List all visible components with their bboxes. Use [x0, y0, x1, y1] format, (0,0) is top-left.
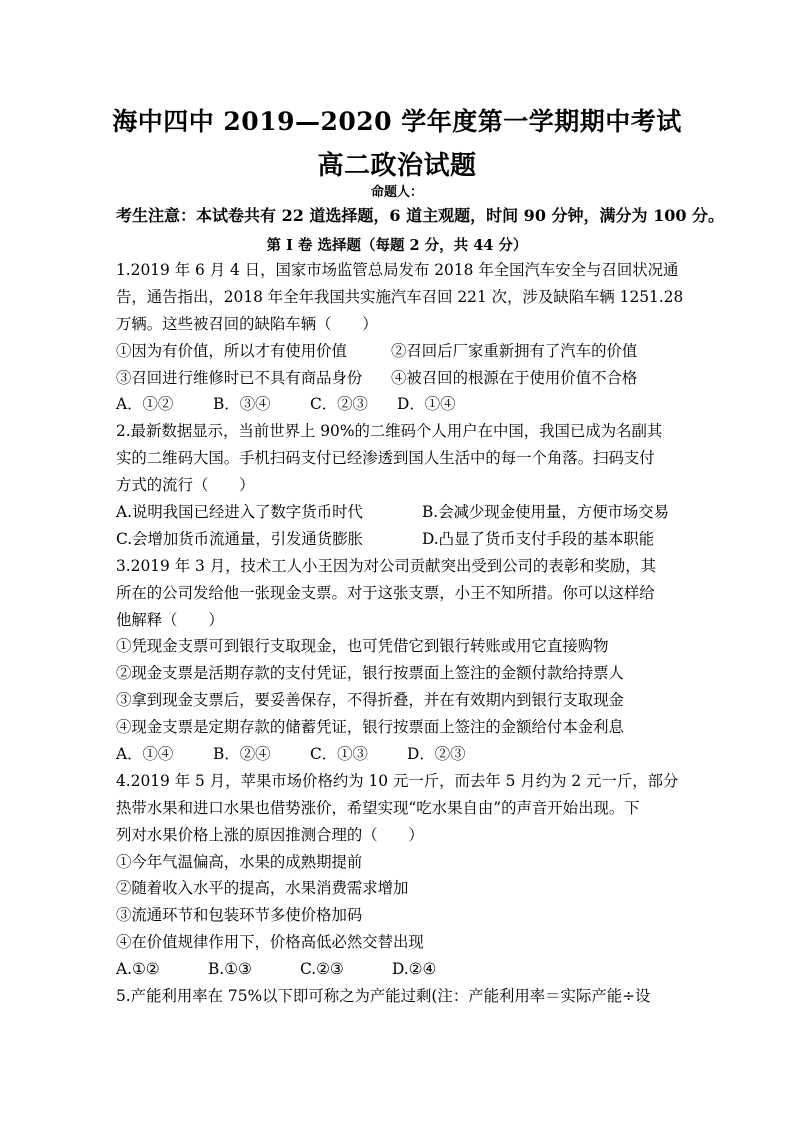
answer-choice: C．①③ [310, 745, 368, 764]
option-item: ③流通环节和包装环节多使价格加码 [116, 906, 363, 925]
answer-choice: D．①④ [397, 395, 456, 414]
option-row [116, 499, 682, 526]
option-item: ①凭现金支票可到银行支取现金，也可凭借它到银行转账或用它直接购物 [116, 637, 609, 656]
question-stem-line: 3.2019 年 3 月，技术工人小王因为对公司贡献突出受到公司的表彰和奖励，其 [116, 556, 657, 575]
option-item: D.凸显了货币支付手段的基本职能 [422, 529, 655, 548]
question-5 [116, 983, 682, 1010]
answer-choice: A．①② [116, 395, 174, 414]
exam-subtitle: 高二政治试题 [317, 151, 477, 181]
answer-choice: A．①④ [116, 745, 174, 764]
answer-choices [116, 956, 682, 983]
question-stem-line: 他解释（ ） [116, 610, 224, 629]
option-row [116, 365, 682, 392]
option-item: ③召回进行维修时已不具有商品身份 [116, 368, 363, 387]
question-stem-line: 万辆。这些被召回的缺陷车辆（ ） [116, 314, 378, 333]
option-item: ④在价值规律作用下，价格高低必然交替出现 [116, 933, 424, 952]
answer-choice: A.①② [116, 960, 160, 979]
answer-choices [116, 741, 682, 768]
option-item: C.会增加货币流通量，引发通货膨胀 [116, 529, 363, 548]
question-stem-line: 告，通告指出，2018 年全年我国共实施汽车召回 221 次，涉及缺陷车辆 1251.28 [116, 287, 684, 306]
question-3 [116, 553, 682, 768]
question-1 [116, 257, 682, 418]
question-stem-line: 2.最新数据显示，当前世界上 90%的二维码个人用户在中国，我国已成为名副其 [116, 422, 663, 441]
option-item: ①因为有价值，所以才有使用价值 [116, 341, 347, 360]
option-item: ②召回后厂家重新拥有了汽车的价值 [391, 341, 638, 360]
option-item: ④现金支票是定期存款的储蓄凭证，银行按票面上签注的金额给付本金利息 [116, 718, 624, 737]
answer-choice: C.②③ [300, 960, 344, 979]
question-4 [116, 768, 682, 983]
option-row [116, 526, 682, 553]
question-stem-line: 方式的流行（ ） [116, 476, 255, 495]
exam-notice: 考生注意：本试卷共有 22 道选择题，6 道主观题，时间 90 分钟，满分为 100 分。 [116, 206, 725, 225]
question-setter: 命题人： [370, 185, 423, 200]
question-stem-line: 热带水果和进口水果也借势涨价，希望实现“吃水果自由”的声音开始出现。下 [116, 798, 640, 817]
question-stem-line: 所在的公司发给他一张现金支票。对于这张支票，小王不知所措。你可以这样给 [116, 583, 655, 602]
answer-choices [116, 391, 682, 418]
option-item: ③拿到现金支票后，要妥善保存，不得折叠，并在有效期内到银行支取现金 [116, 691, 624, 710]
question-list [116, 257, 682, 1010]
option-item: B.会减少现金使用量，方便市场交易 [422, 503, 670, 522]
answer-choice: D.②④ [392, 960, 437, 979]
option-item: ④被召回的根源在于使用价值不合格 [391, 368, 638, 387]
answer-choice: B．②④ [213, 745, 271, 764]
question-stem-line: 5.产能利用率在 75%以下即可称之为产能过剩(注：产能利用率＝实际产能÷设 [116, 987, 651, 1006]
answer-choice: C．②③ [310, 395, 368, 414]
answer-choice: B．③④ [213, 395, 271, 414]
option-item: ②随着收入水平的提高，水果消费需求增加 [116, 879, 409, 898]
exam-title: 海中四中 2019—2020 学年度第一学期期中考试 [112, 107, 682, 136]
option-item: ①今年气温偏高，水果的成熟期提前 [116, 852, 363, 871]
answer-choice: D．②③ [407, 745, 466, 764]
option-row [116, 338, 682, 365]
question-2 [116, 418, 682, 552]
option-item: A.说明我国已经进入了数字货币时代 [116, 503, 363, 522]
option-item: ②现金支票是活期存款的支付凭证，银行按票面上签注的金额付款给持票人 [116, 664, 624, 683]
question-stem-line: 实的二维码大国。手机扫码支付已经渗透到国人生活中的每一个角落。扫码支付 [116, 449, 655, 468]
question-stem-line: 列对水果价格上涨的原因推测合理的（ ） [116, 825, 424, 844]
question-stem-line: 4.2019 年 5 月，苹果市场价格约为 10 元一斤，而去年 5 月约为 2 元一斤，部分 [116, 771, 679, 790]
section-heading: 第 I 卷 选择题（每题 2 分，共 44 分） [266, 237, 528, 254]
question-stem-line: 1.2019 年 6 月 4 日，国家市场监管总局发布 2018 年全国汽车安全与召回状况通 [116, 261, 679, 279]
answer-choice: B.①③ [208, 960, 252, 979]
